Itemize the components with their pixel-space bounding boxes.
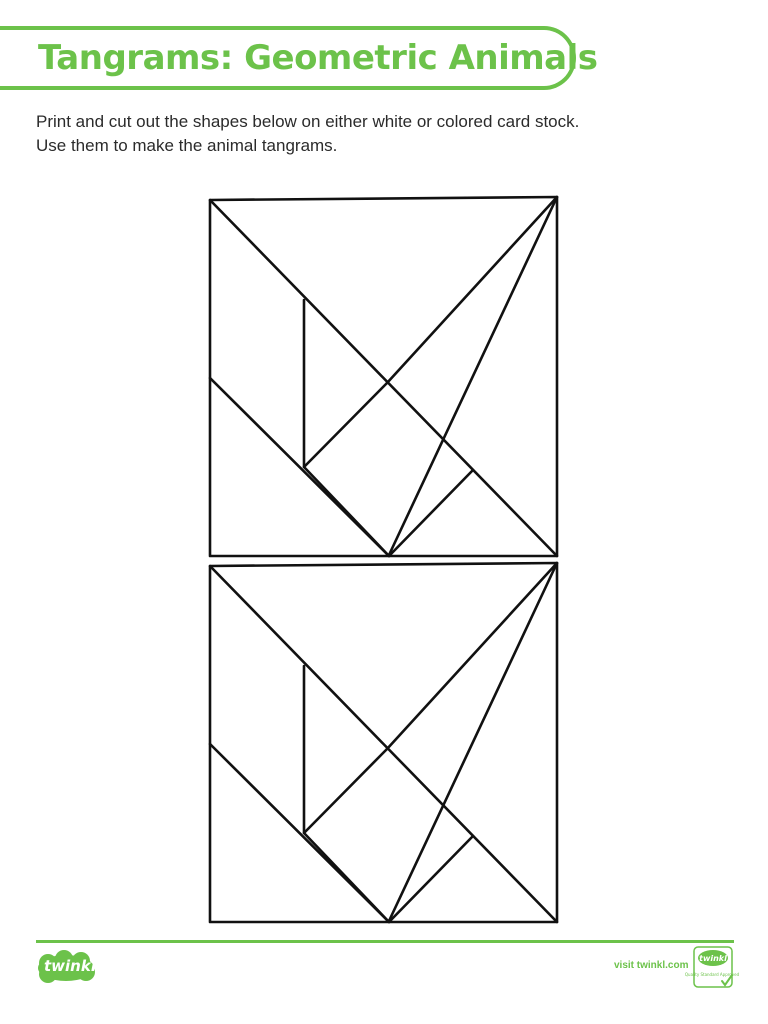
tangram-cut-line xyxy=(210,744,389,922)
tangram-square-1 xyxy=(200,190,570,562)
footer-divider xyxy=(36,940,734,943)
tangram-cut-line xyxy=(304,749,387,833)
tangram-cut-line xyxy=(304,383,387,467)
tangram-cut-line xyxy=(389,836,473,922)
tangram-cut-line xyxy=(389,470,473,556)
badge-caption-text: Quality Standard Approved xyxy=(684,972,740,977)
quality-standard-badge-icon xyxy=(684,945,740,989)
instructions-text: Print and cut out the shapes below on either white or colored card stock. Use them to make the animal tangrams. xyxy=(36,112,580,155)
tangram-cut-line xyxy=(210,378,389,556)
tangram-cut-line xyxy=(389,563,557,921)
tangram-cut-line xyxy=(387,197,557,383)
tangram-square-2 xyxy=(200,556,570,928)
tangram-cut-line xyxy=(387,563,557,749)
page-title: Tangrams: Geometric Animals xyxy=(38,38,598,78)
badge-brand-text: twinkl xyxy=(699,954,727,963)
visit-twinkl-link[interactable]: visit twinkl.com xyxy=(614,960,689,971)
twinkl-logo-text: twinkl xyxy=(44,957,96,975)
title-banner xyxy=(0,26,598,90)
tangram-cut-line xyxy=(389,197,557,555)
